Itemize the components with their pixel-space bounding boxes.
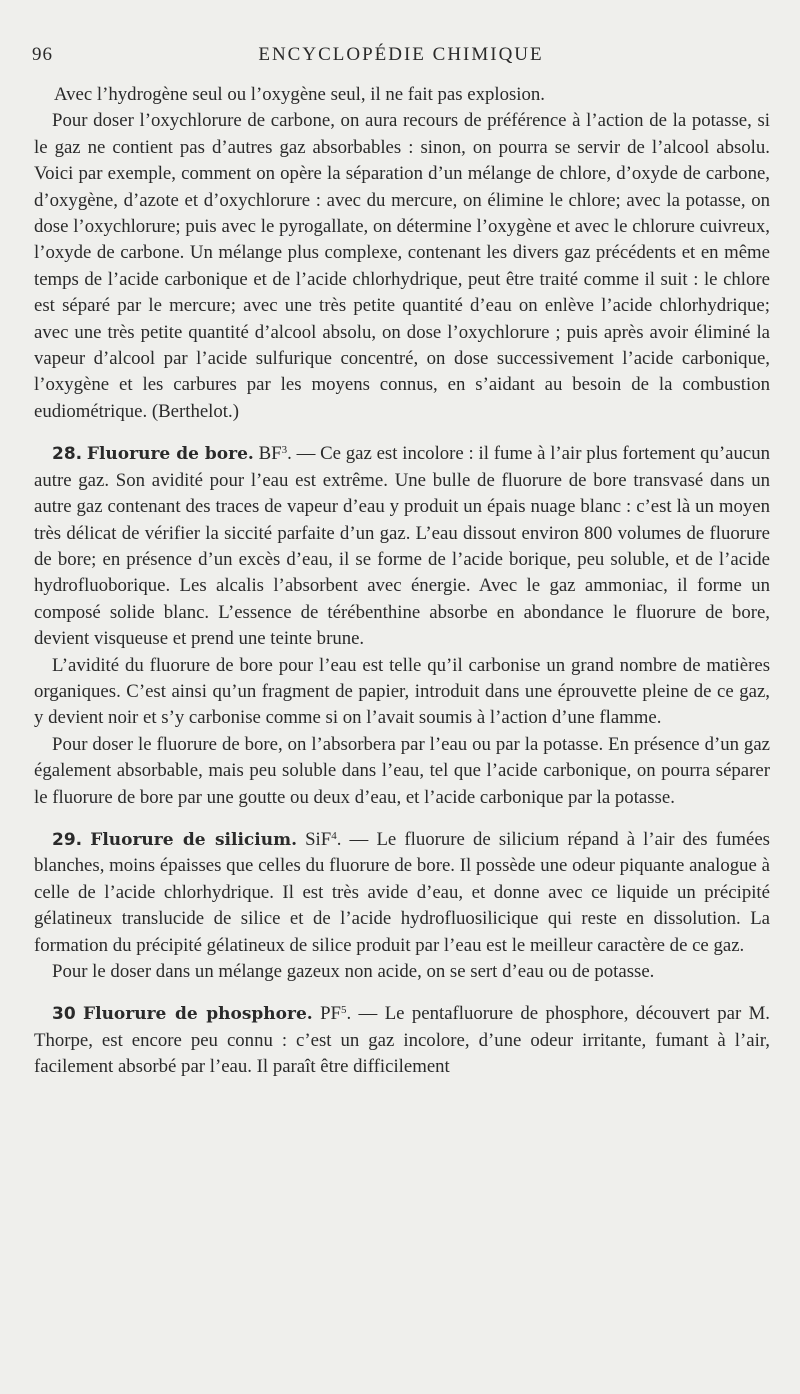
formula-subscript: 5 bbox=[340, 1004, 347, 1017]
chemical-formula: BF bbox=[258, 443, 282, 465]
paragraph: L’avidité du fluorure de bore pour l’eau est telle qu’il carbonise un grand nombre de matières organiques. C’est ainsi qu’un fragment de papier, introduit dans une éprouvette pleine de ce gaz, y devient noir et s’y carbonise comme si on l’avait soumis à l’action d’une flamme. bbox=[34, 654, 770, 729]
section-text: . — Le fluorure de silicium répand à l’air des fumées blanches, moins épaisses que celles du fluorure de bore. Il possède une odeur piquante analogue à celle de l’acide chlorhydrique. Il est très avide d’eau, et donne avec ce liquide un précipité gélatineux translucide de silice et de l’acide hydrofluosilicique qui reste en dissolution. La formation du précipité gélatineux de silice produit par l’eau est le meilleur caractère de ce gaz. bbox=[34, 828, 770, 956]
chemical-formula: PF bbox=[320, 1003, 341, 1025]
section-title: Fluorure de bore. bbox=[86, 444, 254, 465]
paragraph: Pour le doser dans un mélange gazeux non acide, on se sert d’eau ou de potasse. bbox=[52, 961, 655, 982]
section-text: . — Le pentafluorure de phosphore, découvert par M. Thorpe, est encore peu connu : c’est un gaz incolore, d’une odeur irritante, fumant à l’air, facilement absorbé par l’eau. Il paraît être difficilement bbox=[34, 1003, 770, 1078]
section-number: 29. bbox=[52, 829, 83, 850]
formula-subscript: 3 bbox=[281, 444, 288, 457]
formula-subscript: 4 bbox=[331, 829, 337, 842]
section-number: 28. bbox=[52, 444, 83, 465]
chemical-formula: SiF bbox=[305, 828, 332, 850]
running-title: ENCYCLOPÉDIE CHIMIQUE bbox=[258, 44, 544, 65]
page-header bbox=[32, 44, 770, 72]
paragraph: Pour doser le fluorure de bore, on l’absorbera par l’eau ou par la potasse. En présence d’un gaz également absorbable, mais peu soluble dans l’eau, tel que l’acide carbonique, on pourra séparer le fluorure de bore par une goutte ou deux d’eau, et l’acide carbonique par la potasse. bbox=[34, 733, 770, 808]
paragraph: Pour doser l’oxychlorure de carbone, on aura recours de préférence à l’action de la potasse, si le gaz ne contient pas d’autres gaz absorbables : sinon, on pourra se servir de l’alcool absolu. Voici par exemple, comment on opère la séparation d’un mélange de chlore, d’oxyde de carbone, d’oxygène, d’azote et d’oxychlorure : avec du mercure, on élimine le chlore; avec la potasse, on dose l’oxychlorure; puis avec le pyrogallate, on détermine l’oxygène et avec le chlorure cuivreux, l’oxyde de carbone. Un mélange plus complexe, contenant les divers gaz précédents et en même temps de l’acide carbonique et de l’acide chlorhydrique, peut être traité comme il suit : le chlore est séparé par le mercure; avec une très petite quantité d’eau on enlève l’acide chlorhydrique; avec une très petite quantité d’alcool absolu, on dose l’oxychlorure ; puis après avoir éliminé la vapeur d’alcool par l’acide sulfurique concentré, on dose successivement l’acide carbonique, l’oxygène et les carbures par les moyens connus, en s’aidant au besoin de la combustion eudiométrique. (Berthelot.) bbox=[34, 110, 770, 422]
section-29 bbox=[34, 827, 770, 959]
page-body bbox=[34, 82, 770, 1081]
page-number: 96 bbox=[32, 44, 53, 65]
section-28 bbox=[34, 441, 770, 652]
paragraph: Avec l’hydrogène seul ou l’oxygène seul, il ne fait pas explosion. bbox=[54, 84, 545, 105]
section-30 bbox=[34, 1001, 770, 1080]
section-title: Fluorure de phosphore. bbox=[83, 1004, 313, 1025]
section-number: 30 bbox=[52, 1004, 76, 1025]
section-title: Fluorure de silicium. bbox=[90, 829, 297, 850]
section-text: . — Ce gaz est incolore : il fume à l’air plus fortement qu’aucun autre gaz. Son avidité pour l’eau est extrême. Une bulle de fluorure de bore transvasé dans un autre gaz contenant des traces de vapeur d’eau y produit un épais nuage blanc : c’est là un moyen très délicat de vérifier la siccité parfaite d’un gaz. L’eau dissout environ 800 volumes de fluorure de bore; en présence d’un excès d’eau, il se forme de l’acide borique, peu soluble, et de l’acide hydrofluoborique. Les alcalis l’absorbent avec énergie. Avec le gaz ammoniac, il forme un composé solide blanc. L’essence de térébenthine absorbe en abondance le fluorure de bore, devient visqueuse et prend une teinte brune. bbox=[34, 443, 770, 650]
